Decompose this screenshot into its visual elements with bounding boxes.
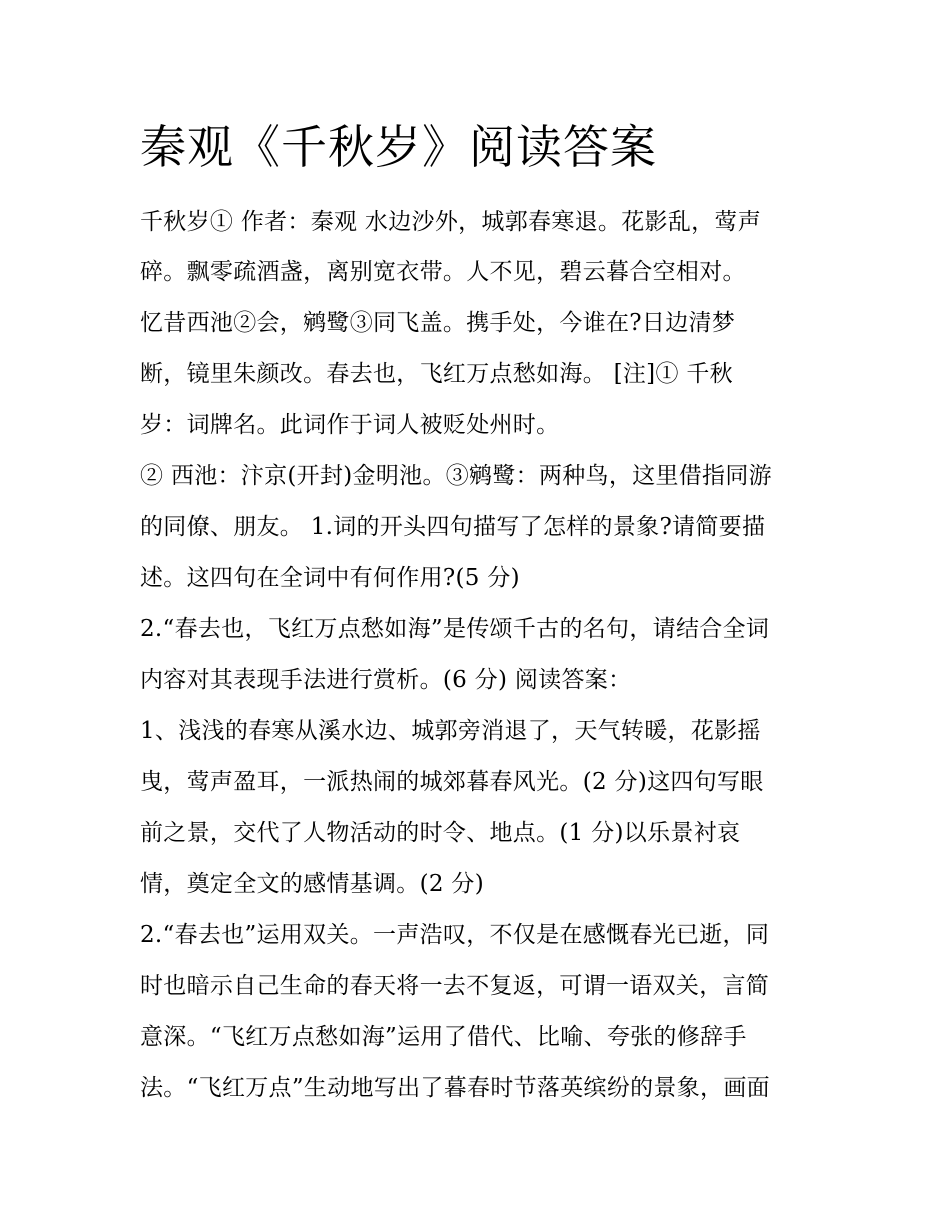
body-line-10: 内容对其表现手法进行赏析。(6 分) 阅读答案： <box>140 667 632 693</box>
body-line-3: 忆昔西池②会，鹓鹭③同飞盖。携手处，今谁在?日边清梦 <box>140 310 736 336</box>
body-line-14: 情，奠定全文的感情基调。(2 分) <box>140 871 484 897</box>
body-line-7: 的同僚、朋友。 1.词的开头四句描写了怎样的景象?请简要描 <box>140 514 766 540</box>
body-line-9: 2.“春去也，飞红万点愁如海”是传颂千古的名句，请结合全词 <box>140 616 770 642</box>
body-line-18: 法。“飞红万点”生动地写出了暮春时节落英缤纷的景象，画面 <box>140 1075 770 1101</box>
document-title: 秦观《千秋岁》阅读答案 <box>140 120 657 174</box>
body-line-15: 2.“春去也”运用双关。一声浩叹，不仅是在感慨春光已逝，同 <box>140 922 770 948</box>
body-line-2: 碎。飘零疏酒盏，离别宽衣带。人不见，碧云暮合空相对。 <box>140 259 746 285</box>
body-line-13: 前之景，交代了人物活动的时令、地点。(1 分)以乐景衬哀 <box>140 820 741 846</box>
body-line-8: 述。这四句在全词中有何作用?(5 分) <box>140 565 520 591</box>
body-line-4: 断，镜里朱颜改。春去也，飞红万点愁如海。 [注]① 千秋 <box>140 361 733 387</box>
body-line-16: 时也暗示自己生命的春天将一去不复返，可谓一语双关，言简 <box>140 973 770 999</box>
body-line-12: 曳，莺声盈耳，一派热闹的城郊暮春风光。(2 分)这四句写眼 <box>140 769 764 795</box>
body-line-5: 岁：词牌名。此词作于词人被贬处州时。 <box>140 412 560 438</box>
body-line-17: 意深。“飞红万点愁如海”运用了借代、比喻、夸张的修辞手 <box>140 1024 747 1050</box>
body-line-11: 1、浅浅的春寒从溪水边、城郭旁消退了，天气转暖，花影摇 <box>140 718 761 744</box>
body-line-6: ② 西池：汴京(开封)金明池。③鹓鹭：两种鸟，这里借指同游 <box>140 463 772 489</box>
body-line-1: 千秋岁① 作者：秦观 水边沙外，城郭春寒退。花影乱，莺声 <box>140 209 762 235</box>
